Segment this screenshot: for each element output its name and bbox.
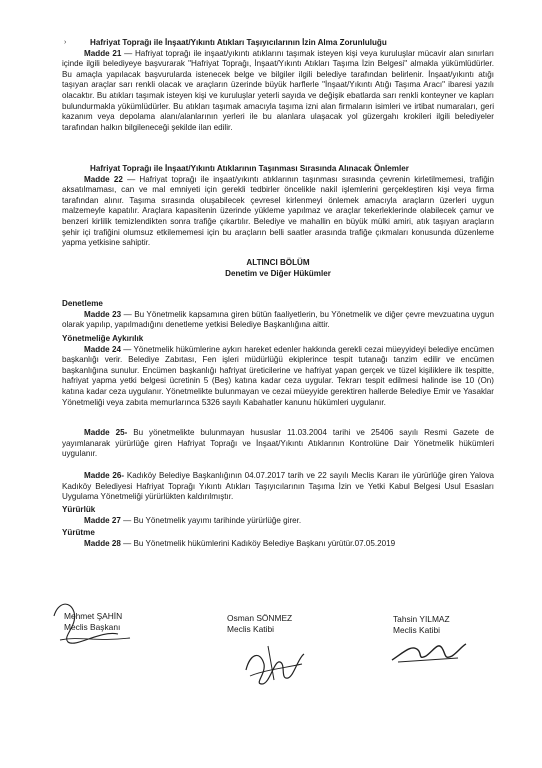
article-28-label: Madde 28: [84, 538, 121, 548]
article-27-block: [62, 505, 494, 526]
article-28-heading: Yürütme: [62, 528, 95, 537]
article-24-heading: Yönetmeliğe Aykırılık: [62, 334, 144, 343]
signatory-name: Tahsin YILMAZ: [393, 614, 450, 624]
article-27-text: — Bu Yönetmelik yayımı tarihinde yürürlüğe girer.: [120, 515, 302, 525]
article-24-paragraph: [62, 345, 494, 409]
article-21-heading: Hafriyat Toprağı ile İnşaat/Yıkıntı Atıkları Taşıyıcılarının İzin Alma Zorunluluğu: [90, 38, 387, 47]
article-22-label: Madde 22: [84, 174, 123, 184]
article-26-block: [62, 471, 494, 503]
article-22-text: — Hafriyat toprağı ile inşaat/yıkıntı atıklarının taşınması sırasında çevrenin kirletilmemesi, trafiğin aksatılmaması, can ve mal emniyeti için gerekli tedbirler öncelikle nakil işlemlerini gerçekleştiren kişi veya firma tarafından alınır. Taşıma sırasında oluşabilecek çevresel kirlenmeyi önlemek amacıyla araçların üzerleri uygun malzemeyle kapatılır. Araçlara kapasitenin üzerinde yükleme yapılmaz ve araçlar tekerleklerinde olabilecek çamur ve benzeri kirlilik temizlendikten sonra trafiğe çıkartılır. Belediye ve mahallin en büyük mülki amiri, atık taşıyan araçların şehir içi trafiğini olumsuz etkilememesi için bu araçların belli saatler arasında trafiğe çıkmaları konusunda düzenleme yapma yetkisine sahiptir.: [62, 174, 494, 248]
signatory-title: Meclis Başkanı: [64, 622, 121, 632]
article-25-block: [62, 428, 494, 460]
signatory-title: Meclis Katibi: [227, 624, 275, 634]
article-21-text: — Hafriyat toprağı ile inşaat/yıkıntı atıklarını taşımak isteyen kişi veya kuruluşlar mücavir alan sınırları içinde ilgili belediyeye başvurarak "Hafriyat Toprağı, İnşaat/Yıkıntı Atıkları Taşıma İzin Belgesi" almakla yükümlüdürler. Bu amaçla yapılacak başvurularda istenecek belge ve bilgiler ilgili belediye tarafından belirlenir. İnşaat/yıkıntı atığı taşıyan araçlar sarı renkli olacak ve araçların üzerinde büyük harflerle "İnşaat/Yıkıntı Atığı Taşıma Aracı" ibaresi yazılı olacaktır. Bu atıkları taşımak isteyen kişi ve kuruluşlar yeterli sayıda ve değişik ebatlarda sarı renkli konteyner ve kapları bulundurmakla yükümlüdürler. Bu atıkları taşımak amacıyla taşıma izni alan firmaların isimleri ve irtibat numaraları, geri kazanım veya depolama alanı/alanlarının yerleri ile bu alanlara ulaşacak yol güzergahı krokileri ilgili belediyeler tarafından halkın bilgileneceği şekilde ilan edilir.: [62, 48, 494, 132]
article-25-label: Madde 25-: [84, 428, 128, 437]
article-26-paragraph: [62, 471, 494, 503]
article-22-paragraph: [62, 175, 494, 249]
signatory-title: Meclis Katibi: [393, 625, 441, 635]
article-26-label: Madde 26-: [84, 471, 125, 480]
article-22-heading: Hafriyat Toprağı ile İnşaat/Yıkıntı Atıklarının Taşınması Sırasında Alınacak Önlemler: [90, 164, 409, 173]
article-23-heading: Denetleme: [62, 299, 103, 308]
bullet-mark: ›: [64, 39, 67, 46]
article-28-block: [62, 528, 494, 549]
article-24-label: Madde 24: [84, 344, 121, 354]
article-23-text: — Bu Yönetmelik kapsamına giren bütün faaliyetlerin, bu Yönetmelik ve diğer çevre mevzuatına uygun olarak yapılıp, yapılmadığını denetleme yetkisi Belediye Başkanlığına aittir.: [62, 309, 494, 330]
signatory-name: Mehmet ŞAHİN: [64, 611, 123, 621]
article-28-paragraph: [62, 539, 494, 550]
article-21-paragraph: [62, 49, 494, 134]
article-22-block: [62, 164, 494, 249]
signature-scribble-3: [388, 636, 468, 666]
article-26-text: Kadıköy Belediye Başkanlığının 04.07.2017 tarih ve 22 sayılı Meclis Kararı ile yürürlüğe giren Yalova Kadıköy Belediyesi Hafriyat Toprağı Yıkıntı Atıkları Taşıyıcılarının Taşıma İzin ve Yetki Kabul Belgesi Usul Esasları Uygulama Yönetmeliği yürürlükten kaldırılmıştır.: [62, 471, 494, 502]
article-24-text: — Yönetmelik hükümlerine aykırı hareket edenler hakkında gerekli cezai müeyyideyi belediye encümen başkanlığı verir. Belediye Zabıtası, Fen işleri müdürlüğü ekiplerince tespit tutanağı tanzim edilir ve encümen başkanlığına sunulur. Encümen başkanlığı hafriyat üreticilerine ve hafriyat yapan gerçek ve tüzel kişiliklere ilk tespitte, hafriyat yapma yetki belgesi ücretinin 5 (Beş) katına kadar ceza uygular. Tekrarı tespit edilmesi halinde ise 10 (On) katına kadar ceza uygulanır. Yönetmelikte bulunmayan ve cezai müeyyide gerektiren hallerde Belediye Emir ve Yasaklar Yönetmeliği veya zabıta memurlarınca 5326 sayılı Kabahatler kanunu hükümleri uygulanır.: [62, 344, 494, 407]
article-27-heading: Yürürlük: [62, 505, 96, 514]
signature-scribble-1: [40, 596, 140, 648]
article-28-text: — Bu Yönetmelik hükümlerini Kadıköy Belediye Başkanı yürütür.07.05.2019: [120, 538, 396, 548]
signatory-name: Osman SÖNMEZ: [227, 613, 293, 623]
article-21-block: [62, 38, 494, 133]
signature-block-2: [227, 613, 292, 635]
article-25-paragraph: [62, 428, 494, 460]
article-21-label: Madde 21: [84, 48, 122, 58]
signature-scribble-2: [240, 640, 310, 690]
article-23-block: [62, 299, 494, 331]
article-24-block: [62, 334, 494, 408]
article-23-paragraph: [62, 310, 494, 331]
article-23-label: Madde 23: [84, 309, 122, 319]
signature-block-3: [393, 614, 450, 636]
article-25-text: Bu yönetmelikte bulunmayan hususlar 11.03.2004 tarihi ve 25406 sayılı Resmi Gazete de yayımlanarak yürürlüğe giren Hafriyat Toprağı ve İnşaat/Yıkıntı Atıklarının Kontrolüne Dair Yönetmelik hükümleri uygulanır.: [62, 428, 494, 459]
article-27-label: Madde 27: [84, 515, 121, 525]
part-title: ALTINCI BÖLÜM: [246, 258, 310, 267]
article-27-paragraph: [62, 516, 494, 527]
part-subtitle: Denetim ve Diğer Hükümler: [225, 269, 331, 278]
